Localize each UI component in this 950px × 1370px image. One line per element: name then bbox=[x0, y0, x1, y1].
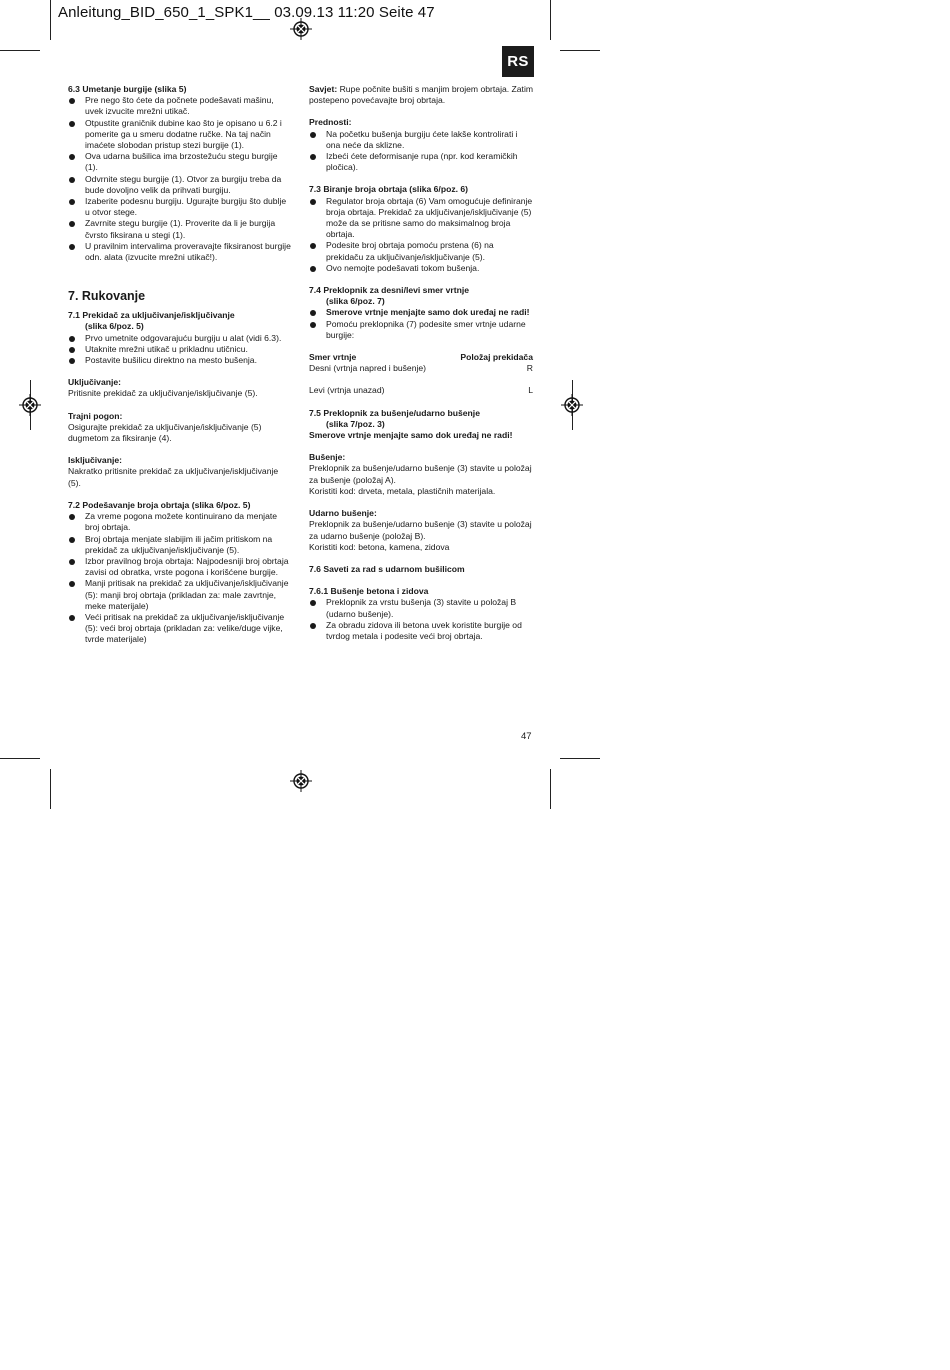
table-header-cell: Položaj prekidača bbox=[460, 352, 533, 363]
switch-off-label: Isključivanje: bbox=[68, 455, 122, 466]
tip-label: Savjet: bbox=[309, 84, 338, 94]
list-item: Za obradu zidova ili betona uvek koristite burgije od tvrdog metala i podesite veći broj obrtaja. bbox=[309, 620, 533, 642]
table-header-cell: Smer vrtnje bbox=[309, 352, 357, 363]
list-item: Manji pritisak na prekidač za uključivanje/isključivanje (5): manji broj obrtaja (prikladan za: male zavrtnje, meke materijale) bbox=[68, 578, 292, 612]
list-item: Zavrnite stegu burgije (1). Proverite da li je burgija čvrsto fiksirana u stegi (1). bbox=[68, 218, 292, 240]
list-item: Broj obrtaja menjate slabijim ili jačim pritiskom na prekidač za uključivanje/isključivanje (5). bbox=[68, 534, 292, 556]
list-item: U pravilnim intervalima proveravajte fiksiranost burgije odn. alata (izvucite mrežni utikač!). bbox=[68, 241, 292, 263]
section-6-3-title: 6.3 Umetanje burgije (slika 5) bbox=[68, 84, 187, 94]
rotation-table bbox=[309, 352, 533, 397]
chapter-7-title: 7. Rukovanje bbox=[68, 289, 146, 304]
list-item: Utaknite mrežni utikač u prikladnu utičnicu. bbox=[68, 344, 292, 355]
section-7-4-subtitle: (slika 6/poz. 7) bbox=[326, 296, 385, 307]
registration-mark-icon bbox=[19, 394, 41, 416]
list-item: Izaberite podesnu burgiju. Ugurajte burgiju što dublje u otvor stege. bbox=[68, 196, 292, 218]
section-7-5-warning: Smerove vrtnje menjajte samo dok uređaj ne radi! bbox=[309, 430, 513, 441]
tip-paragraph bbox=[309, 84, 533, 106]
section-7-1-subtitle: (slika 6/poz. 5) bbox=[85, 321, 144, 332]
list-item: Postavite bušilicu direktno na mesto bušenja. bbox=[68, 355, 292, 366]
list-item: Odvrnite stegu burgije (1). Otvor za burgiju treba da bude dovoljno velik da prihvati burgiju. bbox=[68, 174, 292, 196]
table-header-row bbox=[309, 352, 533, 363]
switch-off-text: Nakratko pritisnite prekidač za uključivanje/isključivanje (5). bbox=[68, 466, 279, 488]
section-6-3-list bbox=[68, 95, 292, 263]
section-7-6-1-title: 7.6.1 Bušenje betona i zidova bbox=[309, 586, 429, 597]
list-item: Otpustite graničnik dubine kao što je opisano u 6.2 i pomerite ga u smeru dodatne ručke. Na taj način imaćete slobodan pristup stezi burgije (1). bbox=[68, 118, 292, 152]
table-row bbox=[309, 385, 533, 396]
crop-mark bbox=[550, 0, 551, 40]
right-column bbox=[309, 84, 533, 642]
section-7-6-1-list bbox=[309, 597, 533, 642]
switch-on-text: Pritisnite prekidač za uključivanje/isključivanje (5). bbox=[68, 388, 258, 399]
registration-mark-icon bbox=[290, 770, 312, 792]
section-7-2-list bbox=[68, 511, 292, 645]
hammer-drilling-label: Udarno bušenje: bbox=[309, 508, 377, 519]
drilling-use: Koristiti kod: drveta, metala, plastičnih materijala. bbox=[309, 485, 496, 496]
list-item: Izbeći ćete deformisanje rupa (npr. kod keramičkih pločica). bbox=[309, 151, 533, 173]
section-7-6-title: 7.6 Saveti za rad s udarnom bušilicom bbox=[309, 563, 465, 574]
advantages-label: Prednosti: bbox=[309, 117, 352, 128]
crop-mark bbox=[560, 758, 600, 759]
drilling-label: Bušenje: bbox=[309, 452, 346, 463]
section-7-4-title: 7.4 Preklopnik za desni/levi smer vrtnje bbox=[309, 285, 470, 296]
registration-mark-icon bbox=[290, 18, 312, 40]
crop-mark bbox=[0, 758, 40, 759]
list-item: Veći pritisak na prekidač za uključivanje/isključivanje (5): veći broj obrtaja (prikladan za: velike/duge vijke, tvrde materijale) bbox=[68, 612, 292, 646]
table-cell: R bbox=[526, 363, 533, 374]
list-item: Izbor pravilnog broja obrtaja: Najpodesniji broj obrtaja zavisi od obratka, vrste pogona i korišćene burgije. bbox=[68, 556, 292, 578]
crop-mark bbox=[50, 0, 51, 40]
list-item: Ova udarna bušilica ima brzostežuću stegu burgije (1). bbox=[68, 151, 292, 173]
left-column bbox=[68, 84, 292, 646]
list-item: Regulator broja obrtaja (6) Vam omogućuje definiranje broja obrtaja. Prekidač za uključivanje/isključivanje (5) može da se pritisne samo do maksimalnog broja obrtaja. bbox=[309, 196, 533, 241]
section-7-3-list bbox=[309, 196, 533, 274]
section-7-1-title: 7.1 Prekidač za uključivanje/isključivanje bbox=[68, 310, 235, 321]
list-item: Pre nego što ćete da počnete podešavati mašinu, uvek izvucite mrežni utikač. bbox=[68, 95, 292, 117]
list-item: Pomoću preklopnika (7) podesite smer vrtnje udarne burgije: bbox=[309, 319, 533, 341]
hammer-drilling-text: Preklopnik za bušenje/udarno bušenje (3) stavite u položaj za udarno bušenje (položaj B). bbox=[309, 519, 532, 541]
continuous-text: Osigurajte prekidač za uključivanje/isključivanje (5) dugmetom za fiksiranje (4). bbox=[68, 421, 262, 444]
list-item: Prvo umetnite odgovarajuću burgiju u alat (vidi 6.3). bbox=[68, 333, 292, 344]
print-slug: Anleitung_BID_650_1_SPK1__ 03.09.13 11:20 Seite 47 bbox=[58, 4, 435, 21]
tip-text: Rupe počnite bušiti s manjim brojem obrtaja. Zatim postepeno povećavajte broj obrtaja. bbox=[309, 84, 534, 106]
advantages-list bbox=[309, 129, 533, 174]
section-7-4-list bbox=[309, 307, 533, 341]
section-7-2-title: 7.2 Podešavanje broja obrtaja (slika 6/poz. 5) bbox=[68, 499, 251, 510]
crop-mark bbox=[550, 769, 551, 809]
table-cell: Desni (vrtnja napred i bušenje) bbox=[309, 363, 427, 374]
section-7-3-title: 7.3 Biranje broja obrtaja (slika 6/poz. 6) bbox=[309, 184, 469, 195]
switch-on-label: Uključivanje: bbox=[68, 377, 122, 388]
crop-mark bbox=[560, 50, 600, 51]
warning-item: Smerove vrtnje menjajte samo dok uređaj ne radi! bbox=[309, 307, 533, 318]
registration-mark-icon bbox=[561, 394, 583, 416]
table-row bbox=[309, 363, 533, 374]
list-item: Preklopnik za vrstu bušenja (3) stavite u položaj B (udarno bušenje). bbox=[309, 597, 533, 619]
drilling-text: Preklopnik za bušenje/udarno bušenje (3) stavite u položaj za bušenje (položaj A). bbox=[309, 463, 532, 485]
crop-mark bbox=[50, 769, 51, 809]
page-number: 47 bbox=[521, 731, 532, 742]
continuous-label: Trajni pogon: bbox=[68, 410, 123, 421]
table-cell: Levi (vrtnja unazad) bbox=[309, 385, 385, 396]
list-item: Podesite broj obrtaja pomoću prstena (6) na prekidaču za uključivanje/isključivanje (5). bbox=[309, 240, 533, 262]
crop-mark bbox=[0, 50, 40, 51]
section-7-1-list bbox=[68, 333, 292, 367]
list-item: Ovo nemojte podešavati tokom bušenja. bbox=[309, 263, 533, 274]
section-7-5-title: 7.5 Preklopnik za bušenje/udarno bušenje bbox=[309, 407, 480, 418]
table-cell: L bbox=[528, 385, 533, 396]
list-item: Na početku bušenja burgiju ćete lakše kontrolirati i ona neće da sklizne. bbox=[309, 129, 533, 151]
list-item: Za vreme pogona možete kontinuirano da menjate broj obrtaja. bbox=[68, 511, 292, 533]
section-7-5-subtitle: (slika 7/poz. 3) bbox=[326, 418, 385, 429]
language-tab: RS bbox=[502, 46, 534, 77]
hammer-drilling-use: Koristiti kod: betona, kamena, zidova bbox=[309, 541, 450, 552]
